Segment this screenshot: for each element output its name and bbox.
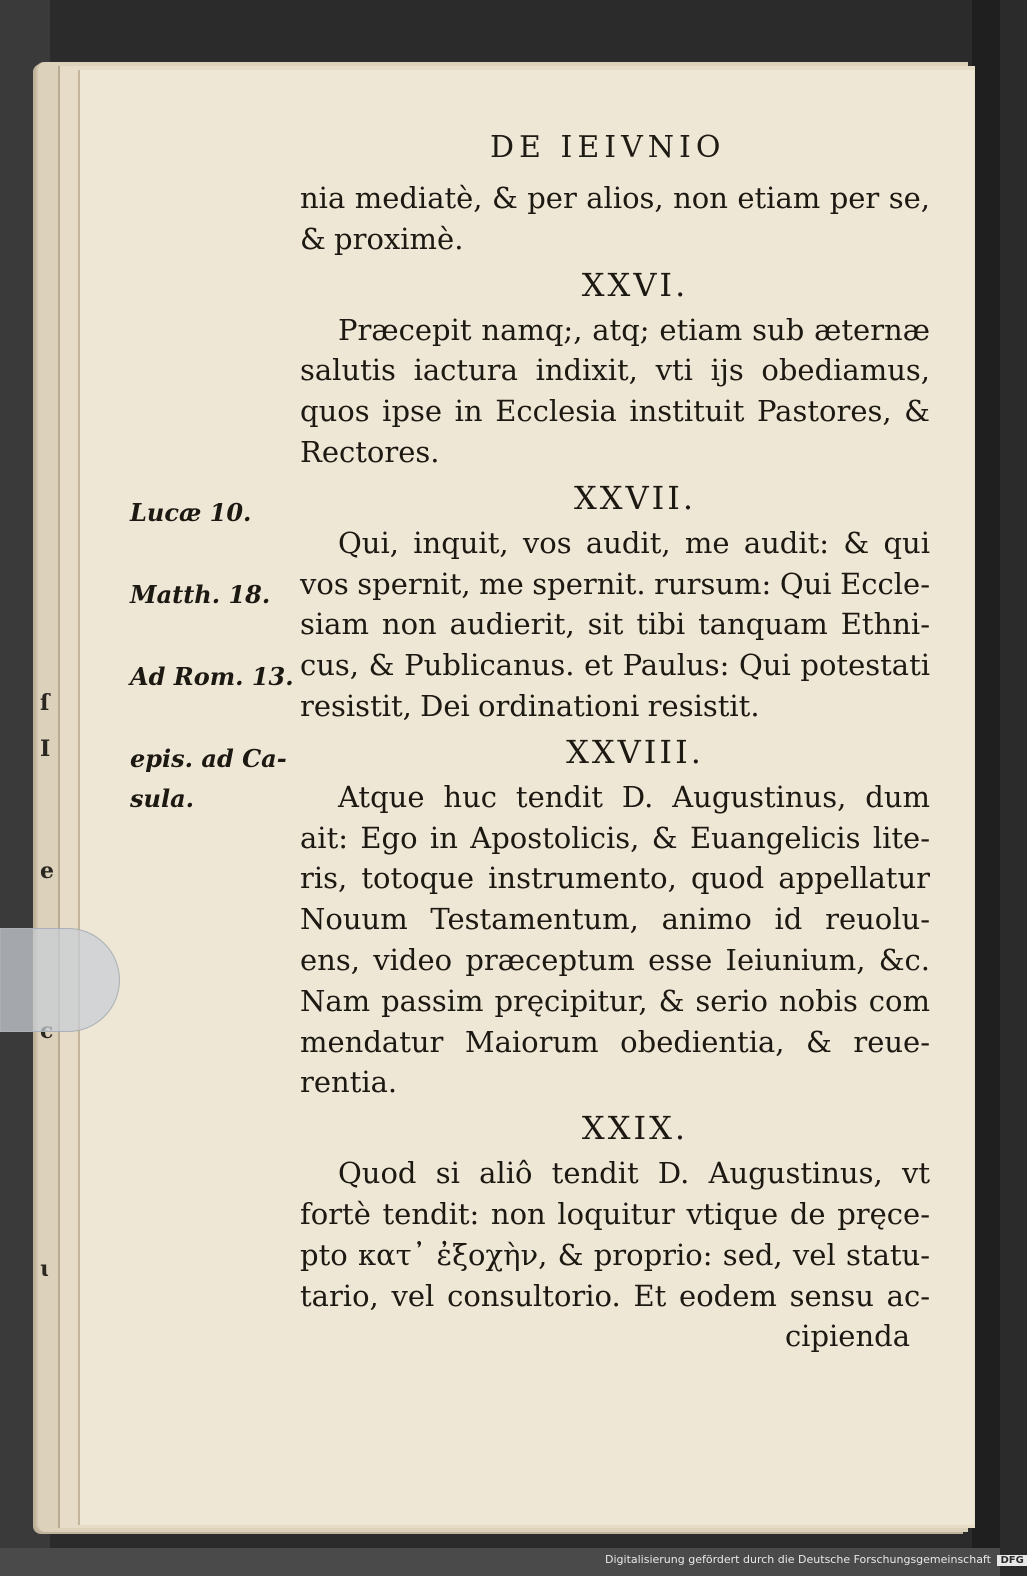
page-edge-mark: I	[40, 736, 51, 762]
text-line: cipienda	[784, 1319, 910, 1354]
margin-note: Matth. 18.	[130, 580, 271, 609]
text-line: salutis iactura indixit, vti ijs obediamus,	[300, 353, 930, 388]
text-line: Nam passim pręcipitur, & serio nobis com	[300, 983, 930, 1018]
body-text	[300, 178, 930, 1357]
text-line: Qui, inquit, vos audit, me audit: & qui	[338, 525, 930, 560]
section-number-heading: XXIX.	[581, 1109, 689, 1148]
text-line: ens, video præceptum esse Ieiunium, &c.	[300, 942, 930, 977]
text-line: Nouum Testamentum, animo id reuolu-	[300, 902, 930, 937]
text-line: ris, totoque instrumento, quod appellatur	[300, 861, 930, 896]
margin-note: sula.	[130, 784, 194, 813]
margin-note: epis. ad Ca-	[130, 744, 287, 773]
text-line: Rectores.	[300, 434, 440, 469]
section-number-heading: XXVI.	[581, 265, 689, 304]
page-edge-mark: ɩ	[40, 1256, 49, 1282]
section-number-heading: XXVIII.	[566, 732, 704, 771]
text-line: Præcepit namq;, atq; etiam sub æternæ	[338, 312, 930, 347]
text-line: Atque huc tendit D. Augustinus, dum	[338, 779, 930, 814]
text-line: tario, vel consultorio. Et eodem sensu ac-	[300, 1278, 930, 1313]
scan-background-right	[972, 0, 1000, 1576]
dfg-logo-icon: DFG	[997, 1555, 1026, 1566]
footer-credit-text: Digitalisierung gefördert durch die Deutsche Forschungsgemeinschaft	[605, 1553, 991, 1566]
text-line: siam non audierit, sit tibi tanquam Ethni-	[300, 607, 930, 642]
text-line: vos spernit, me spernit. rursum: Qui Eccle-	[300, 566, 930, 601]
margin-note: Lucæ 10.	[130, 498, 252, 527]
running-head: DE IEIVNIO	[490, 130, 726, 165]
text-line: cus, & Publicanus. et Paulus: Qui potestati	[300, 648, 930, 683]
text-line: quos ipse in Ecclesia instituit Pastores, &	[300, 394, 930, 429]
text-line: & proximè.	[300, 221, 464, 256]
text-line: mendatur Maiorum obedientia, & reue-	[300, 1024, 930, 1059]
page-edge-mark: e	[40, 858, 54, 884]
section-number-heading: XXVII.	[573, 478, 697, 517]
text-line: nia mediatè, & per alios, non etiam per se,	[300, 181, 930, 215]
page-edge-mark: ſ	[40, 690, 50, 716]
text-line: fortè tendit: non loquitur vtique de pręce-	[300, 1196, 930, 1231]
margin-note: Ad Rom. 13.	[130, 662, 294, 691]
text-line: pto κατ᾽ ἐξοχὴν, & proprio: sed, vel statu-	[300, 1237, 930, 1272]
text-line: resistit, Dei ordinationi resistit.	[300, 688, 760, 723]
text-line: Quod si aliô tendit D. Augustinus, vt	[338, 1156, 930, 1191]
text-line: ait: Ego in Apostolicis, & Euangelicis lite-	[300, 820, 930, 855]
footer-credit	[605, 1553, 1024, 1566]
page-clip	[0, 928, 120, 1032]
text-line: rentia.	[300, 1065, 398, 1100]
